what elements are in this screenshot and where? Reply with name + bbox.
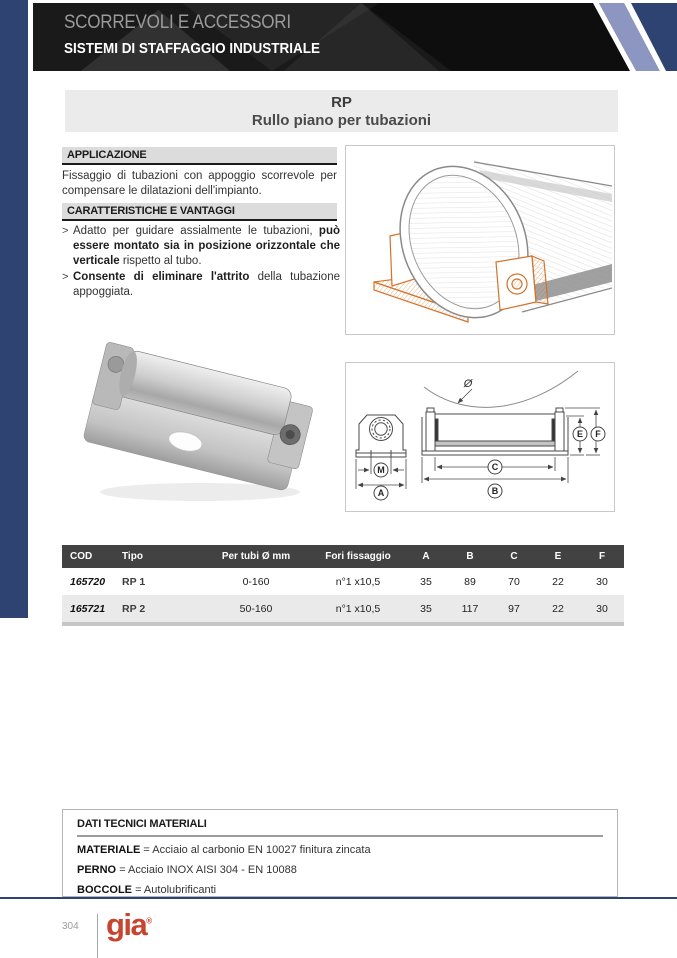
- col-header: C: [492, 545, 536, 568]
- col-header: Per tubi Ø mm: [200, 545, 312, 568]
- bullet-marker: >: [62, 225, 69, 237]
- header-subcategory: SISTEMI DI STAFFAGGIO INDUSTRIALE: [64, 41, 320, 57]
- table-cell: 50-160: [239, 602, 273, 615]
- material-line: [77, 863, 603, 877]
- table-cell: 0-160: [242, 575, 270, 588]
- table-row: [62, 595, 624, 624]
- material-value: = Acciaio INOX AISI 304 - EN 10088: [119, 864, 297, 876]
- label-diameter: Ø: [463, 378, 473, 390]
- table-cell: n°1 x10,5: [335, 602, 381, 615]
- col-header: Tipo: [122, 545, 200, 568]
- pipe-on-support-drawing: [346, 146, 612, 332]
- product-photo: [78, 340, 318, 508]
- product-title-band: [65, 90, 618, 132]
- table-cell: 30: [596, 602, 608, 615]
- col-header: E: [536, 545, 580, 568]
- footer-rule: [0, 897, 677, 899]
- col-header: A: [404, 545, 448, 568]
- table-cell: 70: [508, 575, 520, 588]
- applicazione-text: Fissaggio di tubazioni con appoggio scorrevole per compensare le dilatazioni dell'impianto.: [62, 170, 337, 197]
- material-label: PERNO: [77, 864, 117, 876]
- table-cell: 89: [464, 575, 476, 588]
- dimension-drawing: [346, 363, 612, 509]
- spec-table-header: [62, 545, 624, 568]
- table-cell: 165720: [70, 575, 106, 588]
- materials-box: [62, 809, 618, 897]
- table-cell: 22: [552, 602, 564, 615]
- table-cell: 35: [420, 575, 432, 588]
- label-A: A: [377, 488, 385, 498]
- feature-bullet: [62, 224, 340, 269]
- section-heading-applicazione: APPLICAZIONE: [62, 147, 337, 165]
- product-subtitle: Rullo piano per tubazioni: [251, 112, 432, 129]
- side-view: [422, 408, 568, 455]
- section-heading-caratteristiche: CARATTERISTICHE E VANTAGGI: [62, 203, 337, 221]
- roller-photo-drawing: [78, 340, 318, 508]
- label-M: M: [377, 465, 385, 475]
- header-corner-decoration: [556, 3, 677, 71]
- bullet-marker: >: [62, 271, 69, 283]
- label-F: F: [595, 429, 601, 439]
- material-label: MATERIALE: [77, 844, 141, 856]
- diameter-arrow: [458, 389, 472, 403]
- pipe: [377, 146, 612, 332]
- roller-assembly: [83, 342, 317, 493]
- col-header: COD: [62, 545, 122, 568]
- material-line: [77, 843, 603, 857]
- col-header: Fori fissaggio: [312, 545, 404, 568]
- footer-divider: [97, 914, 98, 958]
- bullet-text: Consente di eliminare l'attrito della tubazione appoggiata.: [73, 271, 340, 298]
- table-cell: 22: [552, 575, 564, 588]
- product-code: RP: [331, 94, 352, 111]
- label-B: B: [491, 486, 499, 496]
- label-C: C: [491, 462, 499, 472]
- left-accent-bar: [0, 0, 28, 618]
- spec-table-body: [62, 568, 624, 624]
- brand-logo: gia®: [106, 907, 153, 942]
- bullet-text: Adatto per guidare assialmente le tubazioni, può essere montato sia in posizione orizzontale che verticale rispetto al tubo.: [73, 225, 340, 267]
- end-view: [356, 415, 406, 457]
- table-cell: 165721: [70, 602, 106, 615]
- feature-bullet: [62, 270, 340, 300]
- support-right-upright: [496, 256, 548, 310]
- table-cell: 35: [420, 602, 432, 615]
- dimension-labels: [374, 378, 605, 500]
- header-category: SCORREVOLI E ACCESSORI: [64, 12, 291, 33]
- label-E: E: [576, 429, 584, 439]
- material-value: = Acciaio al carbonio EN 10027 finitura zincata: [143, 844, 371, 856]
- brand-logo-text: gia: [106, 907, 147, 942]
- table-cell: 30: [596, 575, 608, 588]
- table-cell: n°1 x10,5: [335, 575, 381, 588]
- material-value: = Autolubrificanti: [135, 884, 217, 896]
- technical-drawing: [345, 362, 615, 512]
- spec-table: [62, 545, 624, 626]
- table-cell: RP 2: [122, 602, 146, 615]
- col-header: B: [448, 545, 492, 568]
- materials-heading: DATI TECNICI MATERIALI: [77, 818, 603, 837]
- table-cell: RP 1: [122, 575, 146, 588]
- material-line: [77, 883, 603, 897]
- page-number: 304: [62, 921, 79, 932]
- table-row: [62, 568, 624, 595]
- caratteristiche-list: [62, 224, 340, 301]
- table-cell: 97: [508, 602, 520, 615]
- page-header: [33, 3, 630, 71]
- col-header: F: [580, 545, 624, 568]
- material-label: BOCCOLE: [77, 884, 132, 896]
- table-cell: 117: [461, 602, 479, 615]
- product-3d-illustration: [345, 145, 615, 335]
- pipe-arc: [424, 371, 578, 407]
